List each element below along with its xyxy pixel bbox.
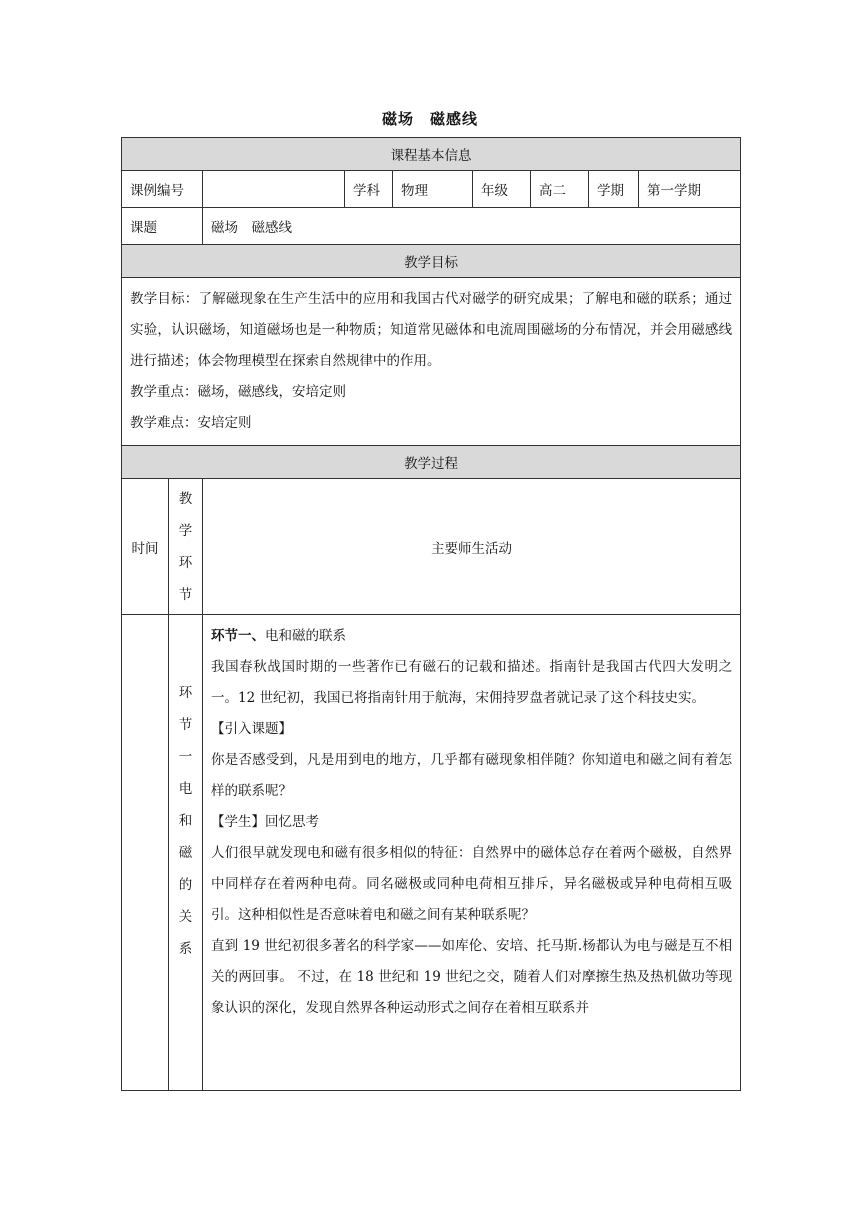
subject-label: 学科 [345,171,393,208]
teaching-objective: 教学目标：了解磁现象在生产生活中的应用和我国古代对磁学的研究成果；了解电和磁的联系；通过实验，认识磁场，知道磁场也是一种物质；知道常见磁体和电流周围磁场的分布情况，并会用磁感线进行描述；体会物理模型在探索自然规律中的作用。 [130,291,733,369]
case-no-label: 课例编号 [122,171,203,208]
process-header-row [122,446,741,479]
activity-column-header: 主要师生活动 [203,479,741,615]
segment1-label-char: 节 [178,717,193,733]
grade-value: 高二 [531,171,589,208]
segment1-heading-text: 电和磁的联系 [265,628,346,644]
goals-header: 教学目标 [122,245,741,278]
process-column-header-row [122,479,741,615]
process-header: 教学过程 [122,446,741,479]
semester-label: 学期 [589,171,639,208]
segment1-paragraph-1: 我国春秋战国时期的一些著作已有磁石的记载和描述。指南针是我国古代四大发明之一。12 世纪初，我国已将指南针用于航海，宋佣持罗盘者就记录了这个科技史实。 [211,659,733,706]
segment1-activity [203,615,741,1091]
info-header-row [122,138,741,171]
topic-label: 课题 [122,208,203,245]
difficulties: 教学难点：安培定则 [130,415,252,431]
document-title: 磁场 磁感线 [381,110,478,128]
segment1-label-char: 电 [178,781,193,797]
segment-header-char: 教 [178,490,193,507]
key-points: 教学重点：磁场，磁感线，安培定则 [130,384,346,400]
segment-header-char: 节 [178,586,193,603]
topic-value: 磁场 磁感线 [203,208,741,245]
segment1-label-char: 环 [178,685,193,701]
segment1-time-cell [122,615,169,1091]
segment1-heading [211,621,732,652]
segment1-label-char: 的 [178,877,193,893]
segment1-label-char: 和 [178,813,193,829]
info-row [122,171,741,208]
lesson-plan-table [121,137,741,1091]
info-header: 课程基本信息 [122,138,741,171]
segment1-paragraph-3: 人们很早就发现电和磁有很多相似的特征：自然界中的磁体总存在着两个磁极，自然界中同样存在着两种电荷。同名磁极或同种电荷相互排斥，异名磁极或异种电荷相互吸引。这种相似性是否意味着电和磁之间有某种联系呢？ [211,845,733,923]
grade-label: 年级 [473,171,531,208]
segment1-heading-bold: 环节一、 [211,628,265,644]
segment1-label-char: 磁 [178,845,193,861]
segment1-tag-student: 【学生】回忆思考 [211,814,319,830]
segment-column-header [169,479,203,615]
goals-header-row [122,245,741,278]
semester-value: 第一学期 [639,171,741,208]
goals-content [122,278,741,446]
segment1-paragraph-2: 你是否感受到，凡是用到电的地方，几乎都有磁现象相伴随？你知道电和磁之间有着怎样的联系呢？ [211,752,733,799]
time-column-header: 时间 [122,479,169,615]
segment1-label-char: 一 [178,749,193,765]
segment1-paragraph-4: 直到 19 世纪初很多著名的科学家——如库伦、安培、托马斯.杨都认为电与磁是互不相关的两回事。 不过，在 18 世纪和 19 世纪之交，随着人们对摩擦生热及热机做功等现象认识的深化，发现自然界各种运动形式之间存在着相互联系并 [211,938,733,1016]
topic-row [122,208,741,245]
case-no-value [203,171,345,208]
segment-header-char: 学 [178,522,193,539]
goals-row [122,278,741,446]
segment1-label [169,615,203,1091]
segment1-label-char: 关 [178,909,193,925]
subject-value: 物理 [393,171,473,208]
segment1-tag-intro: 【引入课题】 [211,721,292,737]
segment-header-char: 环 [178,554,193,571]
segment1-row [122,615,741,1091]
segment1-label-char: 系 [178,941,193,957]
